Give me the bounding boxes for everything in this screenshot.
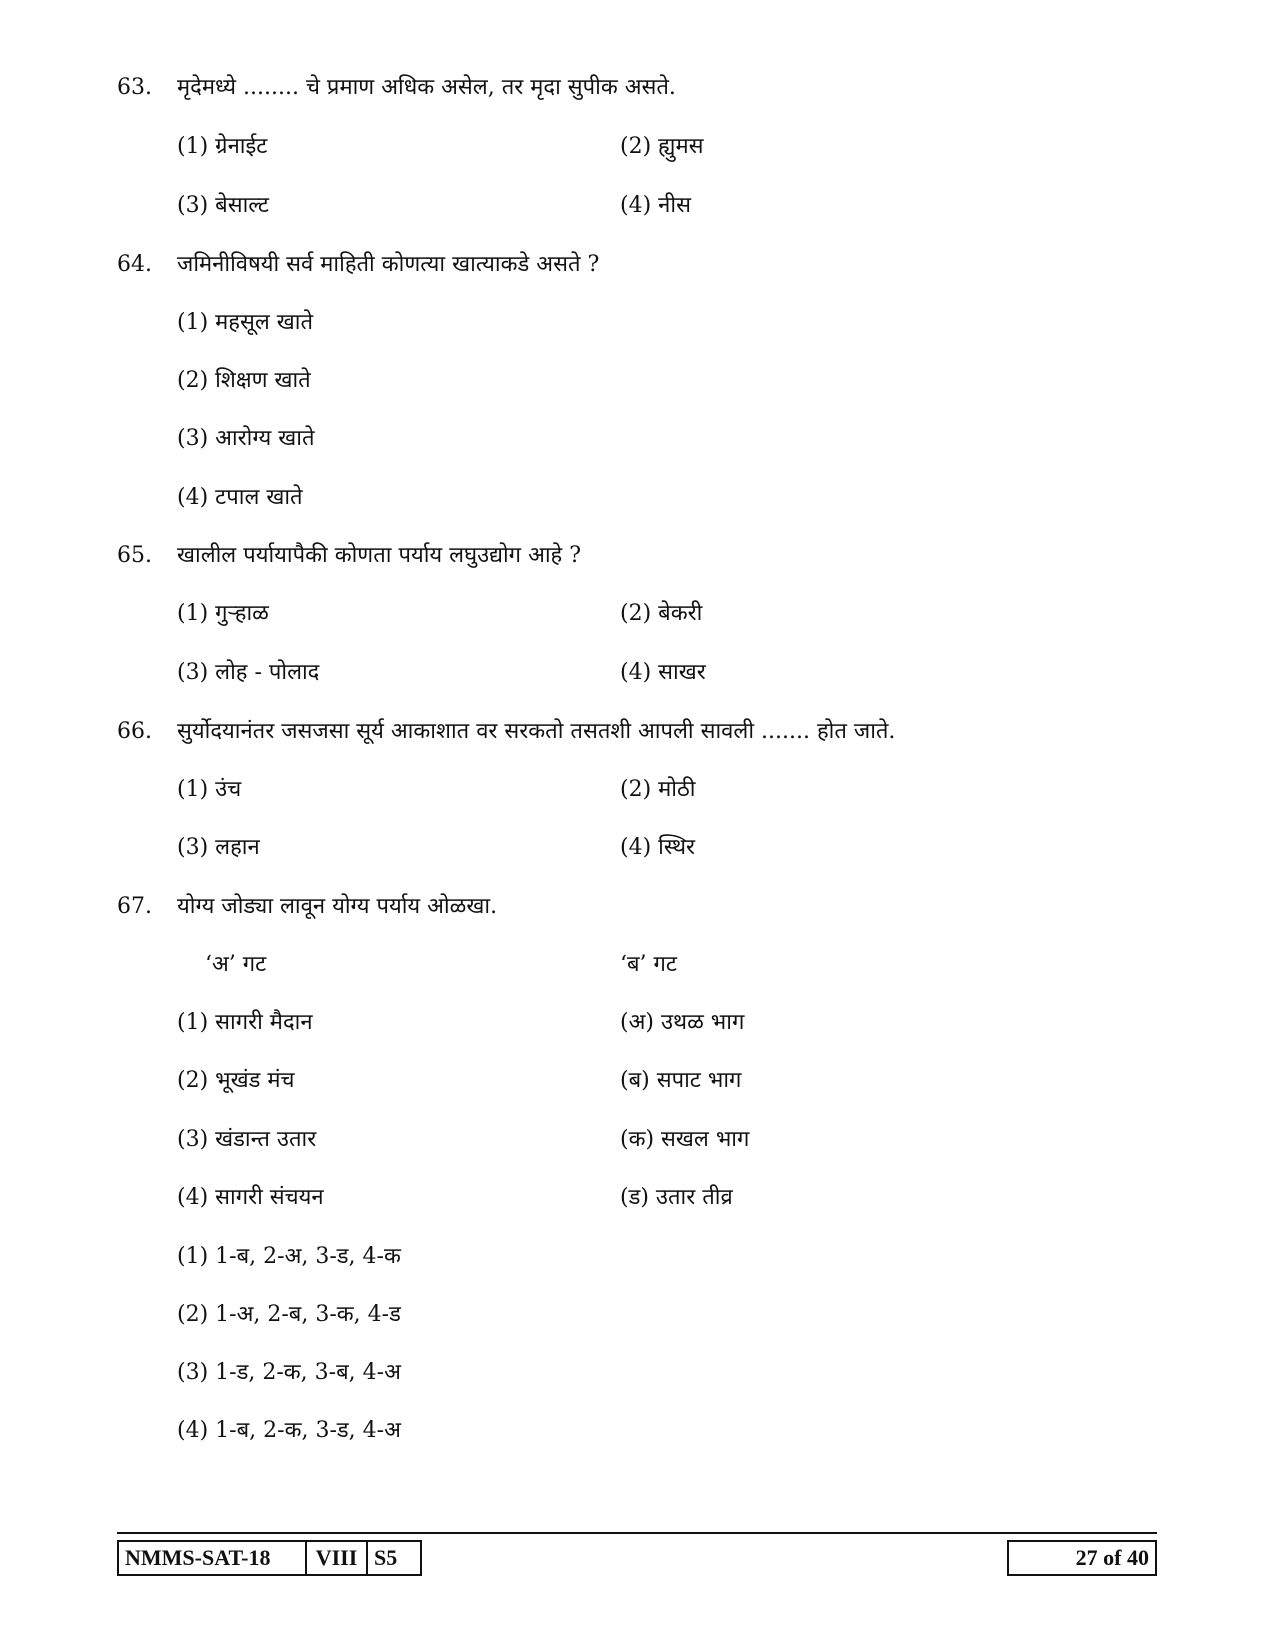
option: (4) टपाल खाते	[177, 485, 303, 510]
footer-divider	[117, 1532, 1157, 1534]
option: (1) 1-ब, 2-अ, 3-ड, 4-क	[177, 1244, 401, 1269]
option: (4) साखर	[620, 660, 706, 685]
question-text: खालील पर्यायापैकी कोणता पर्याय लघुउद्योग आहे ?	[177, 543, 582, 568]
question-number: 63.	[117, 75, 152, 100]
option: (3) आरोग्य खाते	[177, 426, 315, 451]
group-b-heading: ‘ब’ गट	[620, 952, 678, 977]
question-number: 66.	[117, 719, 152, 744]
page-number-box	[1007, 1540, 1157, 1576]
option: (3) बेसाल्ट	[177, 193, 269, 218]
question-text: जमिनीविषयी सर्व माहिती कोणत्या खात्याकडे असते ?	[177, 252, 600, 277]
question-number: 67.	[117, 894, 152, 919]
option: (3) लहान	[177, 835, 260, 860]
option: (3) 1-ड, 2-क, 3-ब, 4-अ	[177, 1360, 401, 1385]
standard: VIII	[305, 1542, 366, 1574]
option: (2) शिक्षण खाते	[177, 368, 311, 393]
option: (1) गुऱ्हाळ	[177, 601, 269, 626]
footer-code-box	[117, 1540, 422, 1576]
page-number: 27 of 40	[1075, 1545, 1149, 1570]
option: (4) 1-ब, 2-क, 3-ड, 4-अ	[177, 1418, 401, 1443]
option: (2) 1-अ, 2-ब, 3-क, 4-ड	[177, 1302, 401, 1327]
option: (2) बेकरी	[620, 601, 703, 626]
group-b-item: (ड) उतार तीव्र	[620, 1185, 733, 1210]
group-a-item: (3) खंडान्त उतार	[177, 1127, 317, 1152]
question-text: सुर्योदयानंतर जसजसा सूर्य आकाशात वर सरकतो तसतशी आपली सावली ....... होत जाते.	[177, 719, 896, 744]
question-text: मृदेमध्ये ........ चे प्रमाण अधिक असेल, तर मृदा सुपीक असते.	[177, 75, 676, 100]
option: (1) ग्रेनाईट	[177, 134, 268, 159]
question-number: 64.	[117, 252, 152, 277]
group-b-item: (क) सखल भाग	[620, 1127, 750, 1152]
question-text: योग्य जोड्या लावून योग्य पर्याय ओळखा.	[177, 894, 498, 919]
question-number: 65.	[117, 543, 152, 568]
group-a-item: (4) सागरी संचयन	[177, 1185, 324, 1210]
option: (3) लोह - पोलाद	[177, 660, 320, 685]
group-a-item: (1) सागरी मैदान	[177, 1010, 313, 1035]
option: (1) महसूल खाते	[177, 310, 314, 335]
option: (2) ह्युमस	[620, 134, 704, 159]
group-a-heading: ‘अ’ गट	[205, 952, 267, 977]
option: (1) उंच	[177, 777, 242, 802]
group-a-item: (2) भूखंड मंच	[177, 1068, 295, 1093]
group-b-item: (ब) सपाट भाग	[620, 1068, 742, 1093]
option: (4) स्थिर	[620, 835, 696, 860]
option: (2) मोठी	[620, 777, 696, 802]
set-code: S5	[366, 1542, 420, 1574]
exam-code: NMMS-SAT-18	[125, 1545, 271, 1570]
option: (4) नीस	[620, 193, 691, 218]
group-b-item: (अ) उथळ भाग	[620, 1010, 745, 1035]
